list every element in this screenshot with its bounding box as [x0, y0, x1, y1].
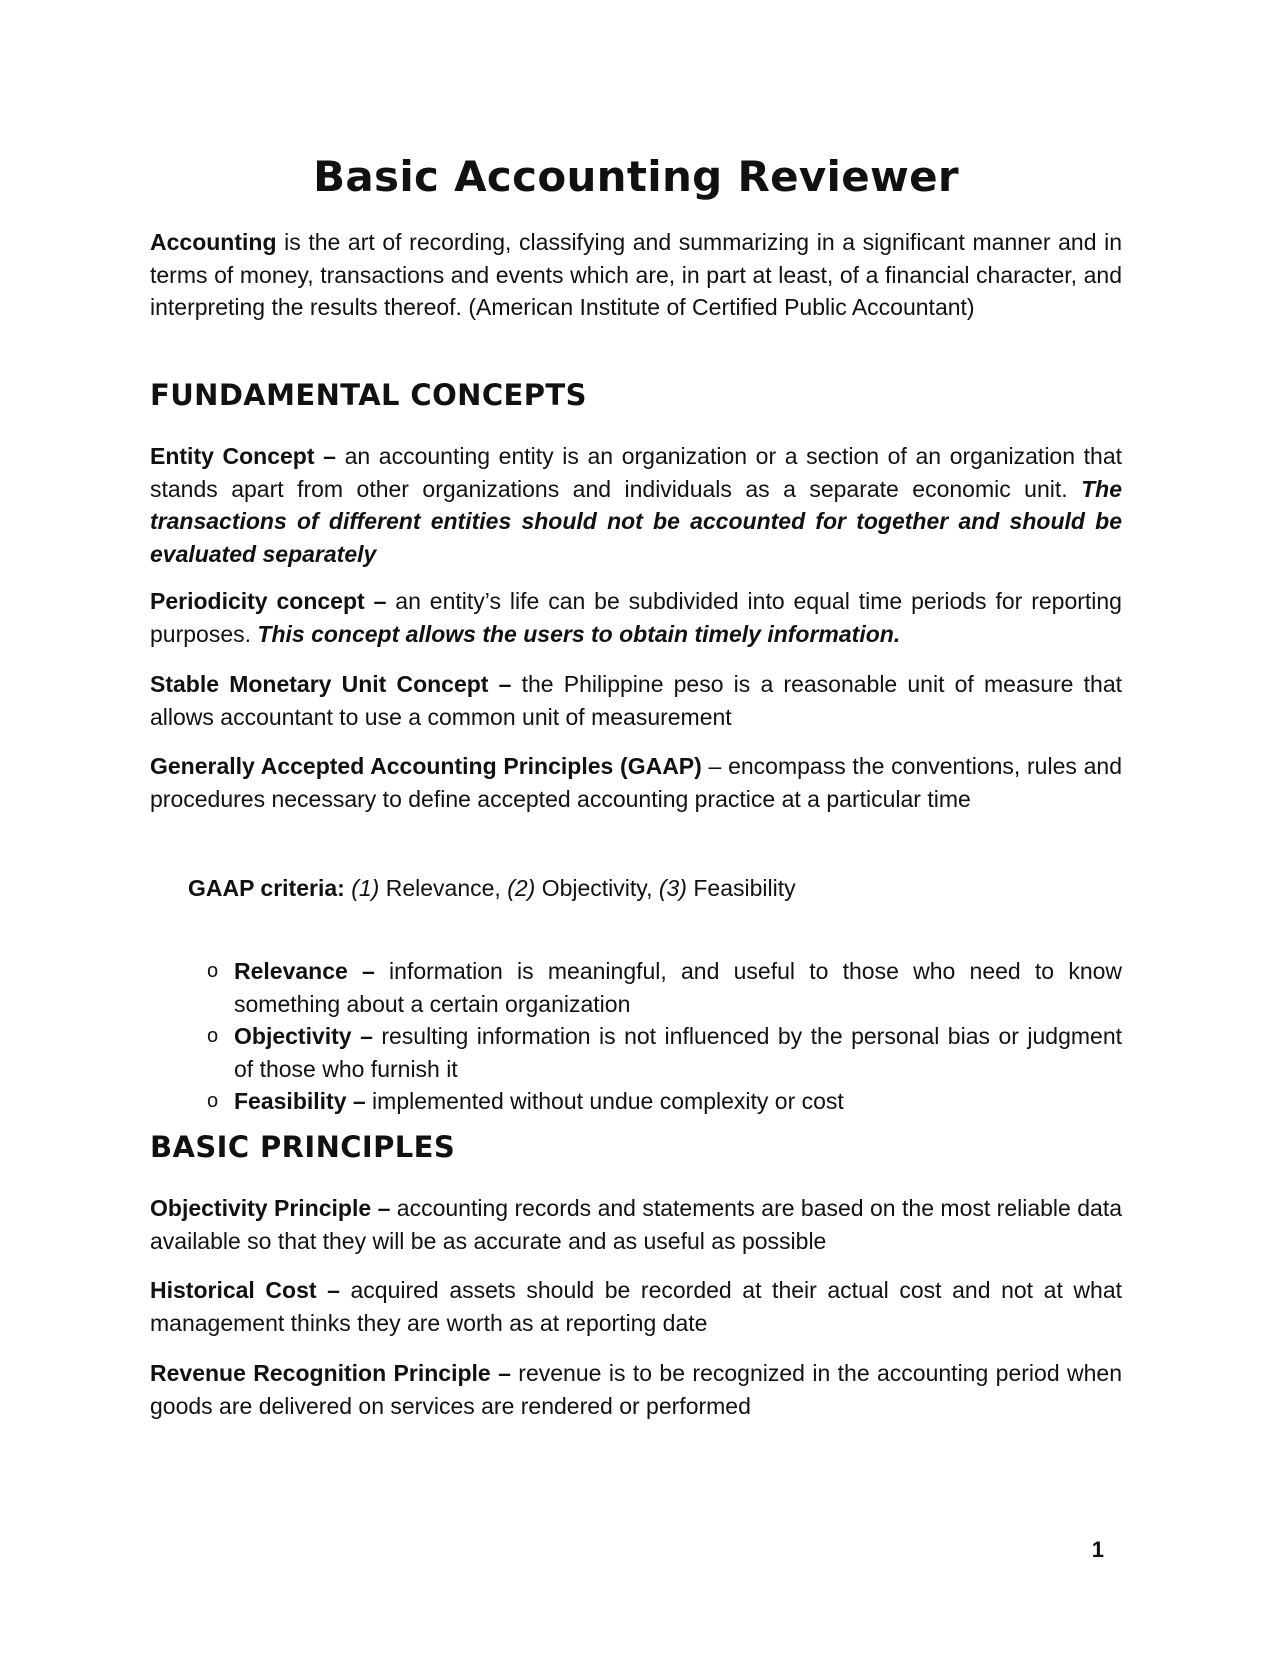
gaap-criteria-line [188, 872, 796, 904]
periodicity-concept-text: an entity’s life can be subdivided into equal time periods for reporting purposes. [150, 588, 1122, 647]
entity-concept-text: an accounting entity is an organization or a section of an organization that stands apart from other organizations and individuals as a separate economic unit. [150, 443, 1123, 502]
bullet-icon: o [207, 960, 219, 982]
gaap-term: Generally Accepted Accounting Principles (GAAP) [150, 753, 702, 779]
gaap-paragraph [150, 750, 1122, 815]
list-item [150, 1085, 1122, 1118]
intro-text: is the art of recording, classifying and summarizing in a significant manner and in terms of money, transactions and events which are, in part at least, of a financial character, and interpreting the results thereof. (American Institute of Certified Public Accountant) [150, 229, 1122, 320]
intro-paragraph [150, 226, 1122, 324]
criteria-number-2: (2) [507, 875, 536, 901]
list-item [150, 955, 1122, 1020]
basic-principles-heading: BASIC PRINCIPLES [150, 1130, 456, 1164]
revenue-recognition-paragraph [150, 1357, 1122, 1422]
bullet-text: information is meaningful, and useful to those who need to know something about a certain organization [234, 958, 1123, 1017]
objectivity-principle-term: Objectivity Principle – [150, 1195, 391, 1221]
gaap-text: – encompass the conventions, rules and procedures necessary to define accepted accounting practice at a particular time [150, 753, 1122, 812]
intro-term: Accounting [150, 229, 277, 255]
revenue-recognition-text: revenue is to be recognized in the accounting period when goods are delivered on services are rendered or performed [150, 1360, 1122, 1419]
bullet-term: Feasibility – [234, 1088, 366, 1114]
periodicity-concept-term: Periodicity concept – [150, 588, 387, 614]
objectivity-principle-text: accounting records and statements are based on the most reliable data available so that they will be as accurate and as useful as possible [150, 1195, 1123, 1254]
gaap-criteria-label: GAAP criteria: [188, 875, 345, 901]
historical-cost-term: Historical Cost – [150, 1277, 340, 1303]
bullet-term: Objectivity – [234, 1023, 373, 1049]
entity-concept-term: Entity Concept – [150, 443, 336, 469]
criteria-item-3: Feasibility [686, 875, 796, 901]
bullet-icon: o [207, 1025, 219, 1047]
historical-cost-text: acquired assets should be recorded at their actual cost and not at what management thinks they are worth as at reporting date [150, 1277, 1123, 1336]
bullet-text: resulting information is not influenced by the personal bias or judgment of those who furnish it [234, 1023, 1123, 1082]
entity-concept-paragraph [150, 440, 1122, 570]
criteria-item-2: Objectivity, [535, 875, 659, 901]
revenue-recognition-term: Revenue Recognition Principle – [150, 1360, 511, 1386]
document-title: Basic Accounting Reviewer [313, 152, 959, 201]
objectivity-principle-paragraph [150, 1192, 1122, 1257]
bullet-text: implemented without undue complexity or cost [365, 1088, 844, 1114]
criteria-item-1: Relevance, [379, 875, 508, 901]
bullet-term: Relevance – [234, 958, 375, 984]
periodicity-concept-paragraph [150, 585, 1122, 650]
criteria-number-1: (1) [351, 875, 380, 901]
gaap-criteria-list [150, 955, 1122, 1118]
monetary-unit-paragraph [150, 668, 1122, 733]
historical-cost-paragraph [150, 1274, 1122, 1339]
document-page [150, 0, 1122, 1656]
monetary-unit-text: the Philippine peso is a reasonable unit of measure that allows accountant to use a common unit of measurement [150, 671, 1123, 730]
bullet-icon: o [207, 1090, 219, 1112]
entity-concept-emphasis: The transactions of different entities should not be accounted for together and should be evaluated separately [150, 475, 1122, 567]
fundamental-concepts-heading: FUNDAMENTAL CONCEPTS [150, 378, 587, 412]
criteria-number-3: (3) [658, 875, 687, 901]
list-item [150, 1020, 1122, 1085]
monetary-unit-term: Stable Monetary Unit Concept – [150, 671, 512, 697]
page-number: 1 [1091, 1537, 1104, 1562]
periodicity-concept-emphasis: This concept allows the users to obtain timely information. [257, 620, 901, 647]
